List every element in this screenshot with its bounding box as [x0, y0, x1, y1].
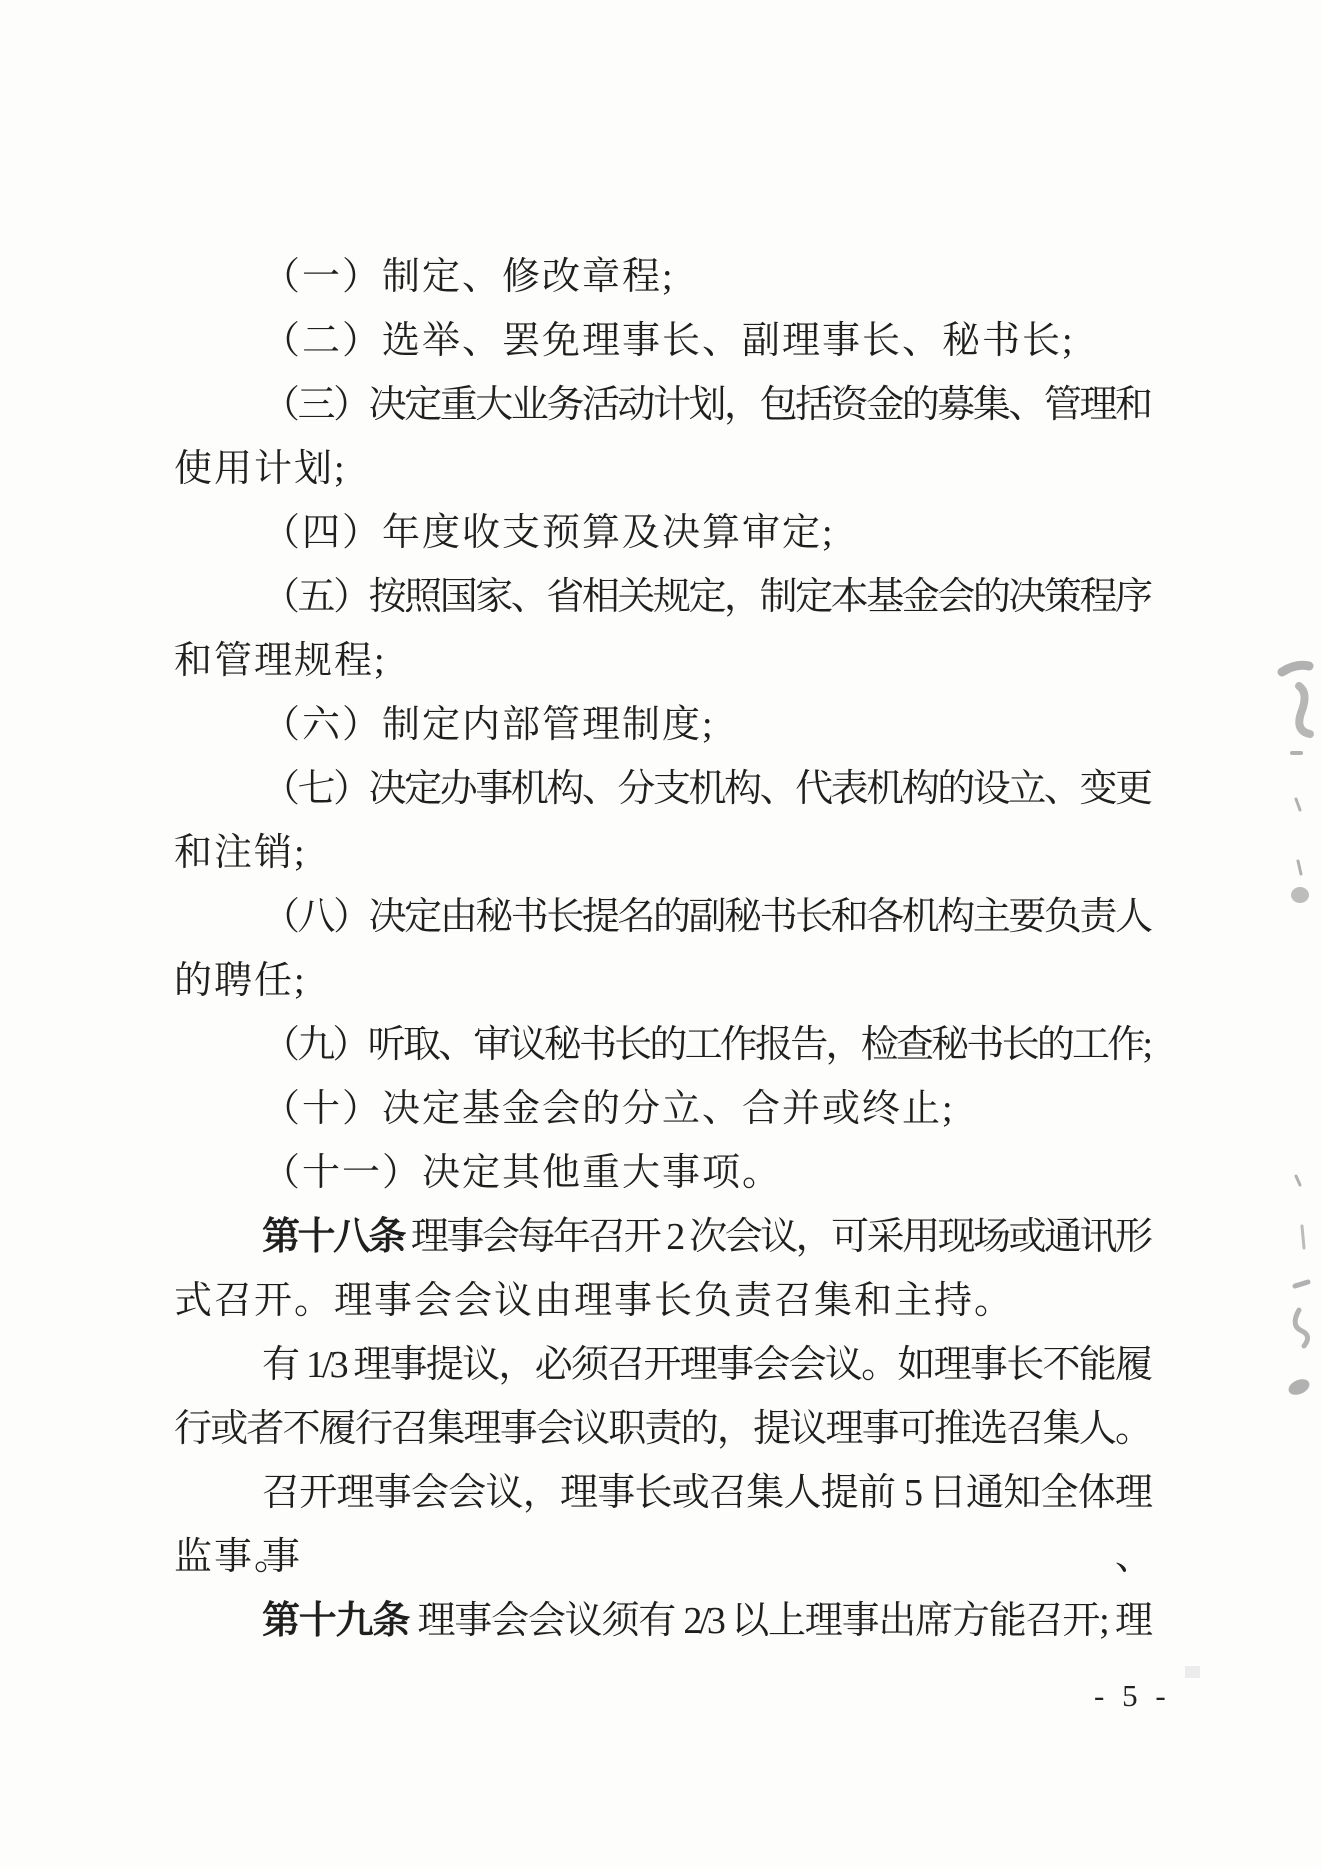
document-body — [174, 245, 1150, 1653]
text-line: （五）按照国家、省相关规定，制定本基金会的决策程序 — [262, 576, 1150, 618]
text-line: 召开理事会会议，理事长或召集人提前 5 日通知全体理事、 — [262, 1472, 1150, 1578]
text-line: （九）听取、审议秘书长的工作报告，检查秘书长的工作; — [262, 1024, 1150, 1066]
text-line: （十）决定基金会的分立、合并或终止; — [262, 1088, 955, 1130]
text-line: 的聘任; — [174, 960, 307, 1002]
text-line: （八）决定由秘书长提名的副秘书长和各机构主要负责人 — [262, 896, 1150, 938]
text-line: 行或者不履行召集理事会议职责的，提议理事可推选召集人。 — [174, 1408, 1150, 1450]
text-line — [174, 1589, 1150, 1653]
text-line: 有 1/3 理事提议，必须召开理事会会议。如理事长不能履 — [262, 1344, 1150, 1386]
text-line: （二）选举、罢免理事长、副理事长、秘书长; — [262, 320, 1075, 362]
scan-speck — [1185, 1666, 1200, 1678]
text-line: 和注销; — [174, 832, 307, 874]
text-line: 监事。 — [174, 1536, 295, 1578]
text-line: （三）决定重大业务活动计划，包括资金的募集、管理和 — [262, 384, 1150, 426]
text-line: （四）年度收支预算及决算审定; — [262, 512, 835, 554]
text-line: （十一）决定其他重大事项。 — [262, 1152, 783, 1194]
text-line: 和管理规程; — [174, 640, 387, 682]
text-line: 式召开。理事会会议由理事长负责召集和主持。 — [174, 1280, 1015, 1322]
text-line — [174, 1205, 1150, 1269]
text-line: （七）决定办事机构、分支机构、代表机构的设立、变更 — [262, 768, 1150, 810]
text-line: 使用计划; — [174, 448, 347, 490]
text-line: （一）制定、修改章程; — [262, 256, 675, 298]
text-line: （六）制定内部管理制度; — [262, 704, 715, 746]
article-number-19: 第十九条 — [262, 1600, 410, 1642]
article-text: 理事会会议须有 2/3 以上理事出席方能召开; 理 — [409, 1600, 1150, 1642]
article-number-18: 第十八条 — [262, 1216, 404, 1258]
article-text: 理事会每年召开 2 次会议，可采用现场或通讯形 — [403, 1216, 1150, 1258]
page-number: - 5 - — [1094, 1678, 1171, 1713]
scan-bleed-artifacts-icon — [1268, 650, 1322, 1430]
